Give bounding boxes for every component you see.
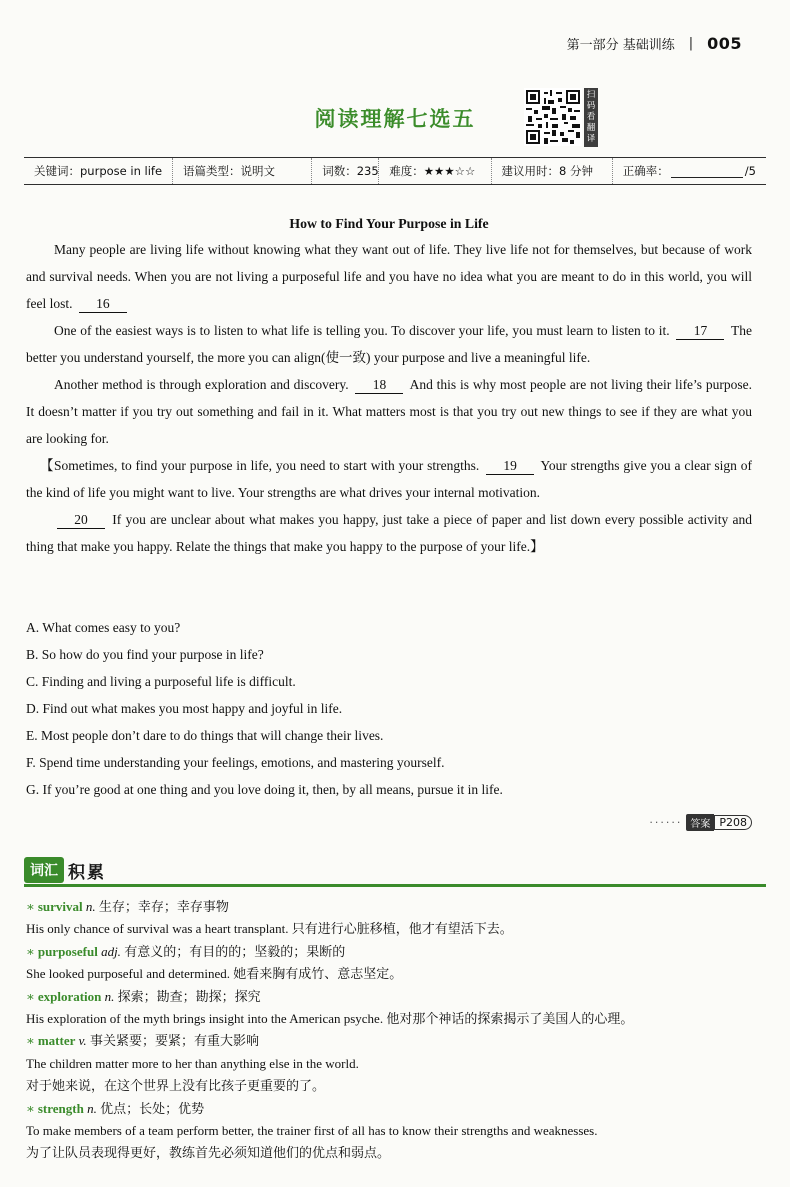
star-icon: ∗	[26, 899, 35, 914]
answer-options	[26, 614, 752, 803]
page-number: 005	[707, 34, 742, 53]
vocab-pos: n.	[104, 988, 115, 1004]
vocab-example: To make members of a team perform better, the trainer first of all has to know their strengths and weaknesses.	[26, 1123, 598, 1139]
answer-reference[interactable]	[649, 814, 752, 831]
paragraph-text: One of the easiest ways is to listen to what life is telling you. To discover your life, you must learn to listen to it.	[54, 323, 670, 338]
paragraph-text: Your strengths give you a clear sign of the kind of life you might want to live. Your strengths are what drives your internal motivation.	[26, 458, 753, 500]
vocab-word: matter	[37, 1033, 76, 1049]
accuracy-label: 正确率：	[622, 164, 669, 178]
vocab-entry	[26, 1030, 766, 1052]
star-icon: ∗	[26, 943, 35, 959]
info-bar	[24, 157, 766, 185]
vocab-section-header	[24, 857, 106, 883]
vocab-header-title: 积累	[68, 862, 106, 883]
paragraph-text: The better you understand yourself, the more you can align(使一致) your purpose and live a meaningful life.	[26, 323, 752, 365]
passage-title: How to Find Your Purpose in Life	[289, 216, 489, 231]
accuracy-total: /5	[744, 164, 756, 178]
paragraph-text: And this is why most people are not living their life’s purpose. It doesn’t matter if you try out something and fail in it. What matters most is that you try out new things to see if they are what you are looking for.	[26, 377, 752, 446]
blank-19[interactable]: 19	[486, 457, 534, 475]
vocab-entry	[26, 941, 766, 963]
option-b[interactable]: B. So how do you find your purpose in life?	[26, 647, 264, 662]
option-e[interactable]: E. Most people don’t dare to do things that will change their lives.	[26, 728, 384, 743]
option-c[interactable]: C. Finding and living a purposeful life is difficult.	[26, 674, 296, 689]
answer-tag: 答案	[686, 814, 714, 831]
paragraph-text: Another method is through exploration and discovery.	[54, 377, 349, 392]
time-cell: 建议用时：8 分钟	[492, 158, 613, 184]
paragraph	[26, 236, 752, 317]
vocab-word: purposeful	[37, 943, 98, 959]
vocab-meaning: 优点；长处；优势	[100, 1100, 205, 1116]
vocab-entry	[26, 986, 766, 1008]
answer-page: P208	[714, 815, 752, 830]
paragraph-text: Many people are living life without knowing what they want out of life. They live life not for themselves, but because of work and survival needs. When you are not living a purposeful life and you have no idea what you are meant to do in this world, you will feel lost.	[26, 242, 752, 311]
qr-caption-char: 看	[586, 112, 596, 122]
paragraph-text: 【Sometimes, to find your purpose in life, you need to start with your strengths.	[40, 458, 480, 473]
leader-dots: ······	[649, 816, 683, 829]
accuracy-blank[interactable]	[671, 165, 743, 178]
reading-passage	[26, 212, 752, 560]
genre-cell: 语篇类型：说明文	[173, 158, 312, 184]
vocab-meaning: 事关紧要；要紧；有重大影响	[89, 1033, 259, 1049]
paragraph	[26, 371, 752, 452]
difficulty-cell: 难度：★★★☆☆	[379, 158, 491, 184]
vocab-meaning: 有意义的；有目的的；坚毅的；果断的	[124, 943, 346, 959]
star-icon: ∗	[26, 988, 35, 1004]
paragraph	[26, 452, 752, 506]
vocab-pos: v.	[78, 1033, 87, 1049]
accuracy-cell	[613, 158, 766, 184]
paragraph	[26, 506, 752, 560]
paragraph	[26, 317, 752, 371]
vocab-word: strength	[37, 1100, 84, 1116]
blank-16[interactable]: 16	[79, 295, 127, 313]
qr-caption-char: 码	[586, 101, 596, 111]
running-header	[567, 34, 742, 53]
vocab-pos: n.	[87, 1100, 97, 1116]
qr-caption-char: 扫	[586, 90, 596, 100]
option-d[interactable]: D. Find out what makes you most happy and joyful in life.	[26, 701, 343, 716]
blank-20[interactable]: 20	[57, 511, 105, 529]
qr-caption-char: 翻	[586, 123, 596, 133]
vocab-pos: n.	[85, 899, 96, 914]
option-f[interactable]: F. Spend time understanding your feelings, emotions, and mastering yourself.	[26, 755, 445, 770]
vocab-entry	[26, 1098, 766, 1120]
section-label: 第一部分 基础训练	[566, 38, 675, 53]
vocab-header-badge: 词汇	[24, 857, 64, 883]
vocab-example: His exploration of the myth brings insight into the American psyche. 他对那个神话的探索揭示了美国人的心理。	[26, 1011, 634, 1027]
vocab-meaning: 探索；勘查；勘探；探究	[117, 988, 261, 1004]
qr-caption	[584, 88, 598, 147]
option-g[interactable]: G. If you’re good at one thing and you love doing it, then, by all means, pursue it in life.	[26, 782, 503, 797]
vocab-entry	[26, 896, 766, 918]
vocab-example: She looked purposeful and determined. 她看来胸有成竹、意志坚定。	[26, 966, 403, 982]
keyword-cell: 关键词：purpose in life	[24, 158, 173, 184]
word-count-cell: 词数：235	[312, 158, 379, 184]
qr-caption-char: 译	[586, 134, 596, 144]
vocab-word: survival	[37, 899, 83, 914]
star-icon: ∗	[26, 1100, 35, 1116]
header-separator: |	[688, 36, 694, 51]
vocab-list	[26, 896, 766, 1165]
blank-17[interactable]: 17	[676, 322, 724, 340]
option-a[interactable]: A. What comes easy to you?	[26, 620, 181, 635]
vocab-word: exploration	[37, 988, 102, 1004]
vocab-pos: adj.	[101, 943, 121, 959]
blank-18[interactable]: 18	[355, 376, 403, 394]
vocab-divider	[24, 884, 766, 887]
vocab-meaning: 生存；幸存；幸存事物	[98, 899, 229, 914]
star-icon: ∗	[26, 1033, 35, 1049]
vocab-example: 对于她来说，在这个世界上没有比孩子更重要的了。	[26, 1078, 326, 1094]
vocab-example: 为了让队员表现得更好，教练首先必须知道他们的优点和弱点。	[26, 1145, 391, 1161]
vocab-example: The children matter more to her than anything else in the world.	[26, 1055, 359, 1071]
exercise-title: 阅读理解七选五	[314, 107, 476, 131]
vocab-example: His only chance of survival was a heart transplant. 只有进行心脏移植，他才有望活下去。	[26, 921, 513, 937]
paragraph-text: If you are unclear about what makes you happy, just take a piece of paper and list down every possible activity and thing that make you happy. Relate the things that make you happy to the purpose of your life.】	[26, 512, 753, 554]
qr-code-icon[interactable]	[524, 88, 582, 146]
